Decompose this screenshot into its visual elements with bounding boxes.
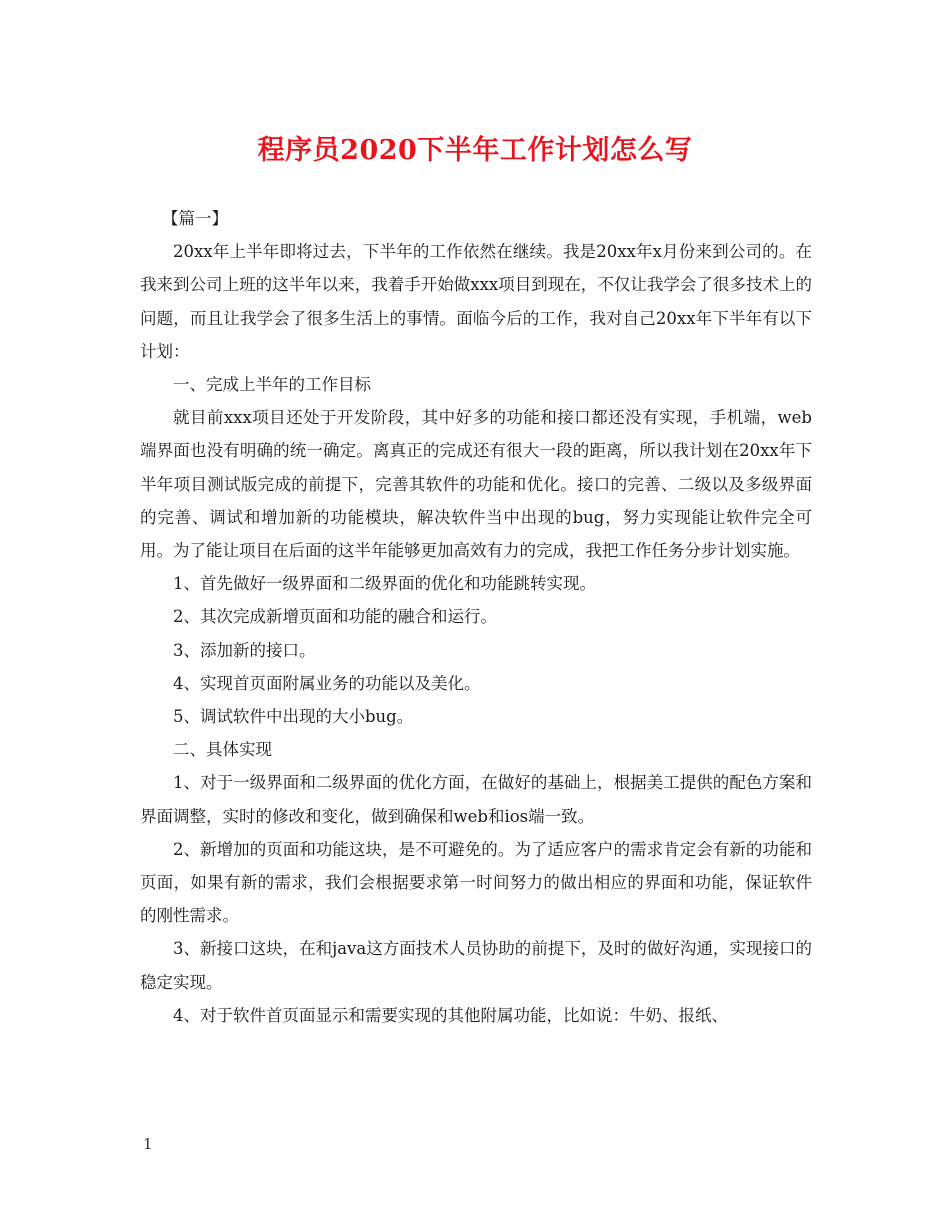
- heading-goals: 一、完成上半年的工作目标: [173, 375, 371, 395]
- list-item: 1、首先做好一级界面和二级界面的优化和功能跳转实现。: [173, 574, 596, 594]
- intro-paragraph: 20xx年上半年即将过去，下半年的工作依然在继续。我是20xx年x月份来到公司的。在我来到公司上班的这半年以来，我着手开始做xxx项目到现在，不仅让我学会了很多技术上的问题，而且让我学会了很多生活上的事情。面临今后的工作，我对自己20xx年下半年有以下计划：: [140, 242, 812, 361]
- implementation-item: 1、对于一级界面和二级界面的优化方面，在做好的基础上，根据美工提供的配色方案和界面调整，实时的修改和变化，做到确保和web和ios端一致。: [140, 773, 812, 826]
- heading-implementation: 二、具体实现: [173, 740, 272, 760]
- goals-paragraph: 就目前xxx项目还处于开发阶段，其中好多的功能和接口都还没有实现，手机端，web端界面也没有明确的统一确定。离真正的完成还有很大一段的距离，所以我计划在20xx年下半年项目测试版完成的前提下，完善其软件的功能和优化。接口的完善、二级以及多级界面的完善、调试和增加新的功能模块，解决软件当中出现的bug，努力实现能让软件完全可用。为了能让项目在后面的这半年能够更加高效有力的完成，我把工作任务分步计划实施。: [140, 408, 812, 561]
- section-tag: 【篇一】: [162, 209, 228, 228]
- page-number: 1: [143, 1135, 153, 1153]
- document-body: [140, 202, 812, 1032]
- document-title: 程序员2020下半年工作计划怎么写: [257, 135, 693, 166]
- list-item: 5、调试软件中出现的大小bug。: [173, 707, 414, 727]
- implementation-item: 2、新增加的页面和功能这块，是不可避免的。为了适应客户的需求肯定会有新的功能和页面，如果有新的需求，我们会根据要求第一时间努力的做出相应的界面和功能，保证软件的刚性需求。: [140, 839, 812, 926]
- list-item: 2、其次完成新增页面和功能的融合和运行。: [173, 607, 497, 627]
- list-item: 4、实现首页面附属业务的功能以及美化。: [173, 673, 481, 693]
- implementation-item: 4、对于软件首页面显示和需要实现的其他附属功能，比如说：牛奶、报纸、: [173, 1005, 728, 1025]
- implementation-item: 3、新接口这块，在和java这方面技术人员协助的前提下，及时的做好沟通，实现接口的稳定实现。: [140, 939, 812, 992]
- list-item: 3、添加新的接口。: [173, 640, 316, 660]
